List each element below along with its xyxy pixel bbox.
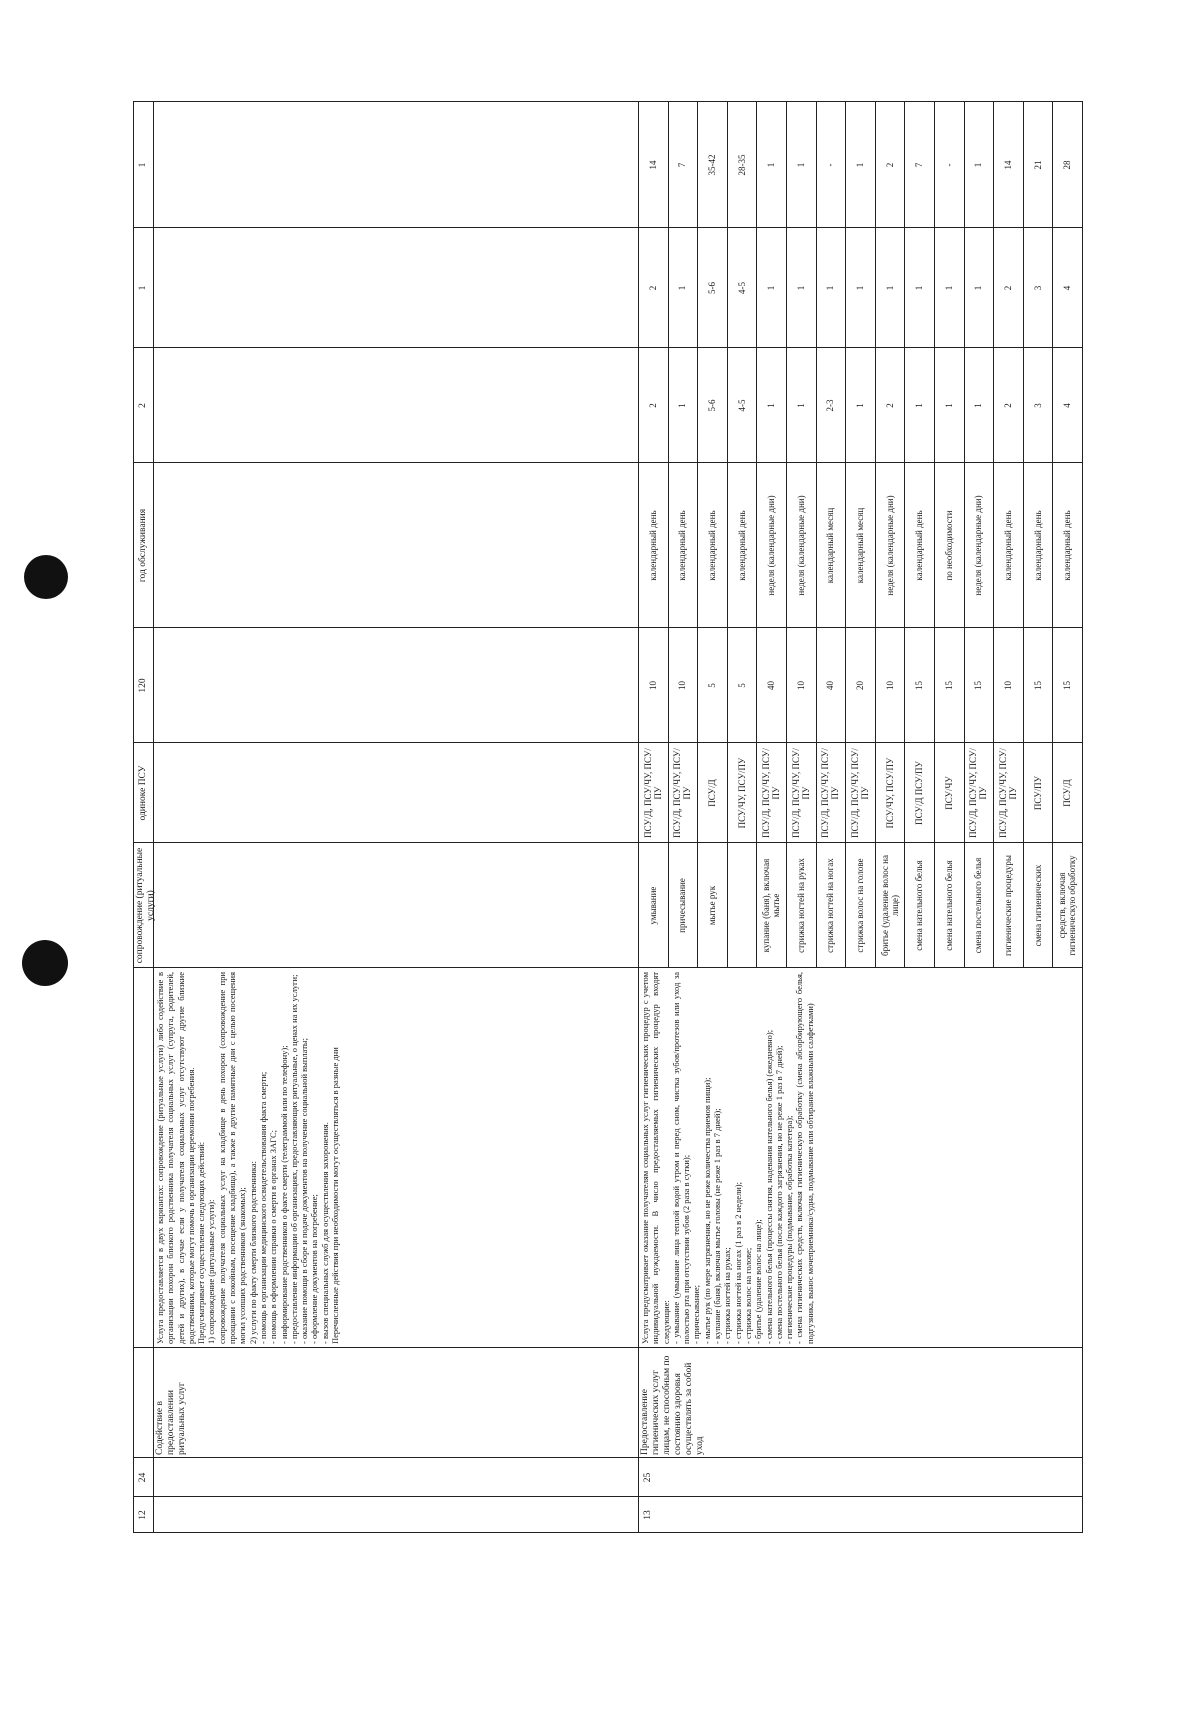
service25-desc-line: - стрижка ногтей на ногах (1 раз в 2 недели); [732, 1182, 743, 1344]
service25-desc-line: - смена гигиенических средств, включая гигиеническую обработку (смена абсорбирующего белья, подгузника, вынос мочеприемника/судна, подмывание или обтирание влажными салфетками) [794, 972, 815, 1344]
table-cell-count-3: 1 [766, 162, 777, 168]
table-cell-period-unit: календарный день [647, 510, 658, 581]
table-cell-procedure-name: смена нательного белья [914, 860, 925, 951]
service25-desc-line: Услуга предусматривает оказание получателям социальных услуг гигиенических процедур с учетом индивидуальной нуждаемости. В число предоставляемых гигиенических процедур входят следующие: [640, 972, 671, 1344]
table-cell-recipient-category: ПСУ/Д, ПСУ/ЧУ, ПСУ/ПУ [849, 748, 870, 838]
table-cell-time-norm: 10 [1002, 681, 1013, 690]
table-cell-count-3: 1 [854, 162, 865, 168]
service25-desc-line: - гигиенические процедуры (подмывание, обработка катетера); [784, 1115, 795, 1344]
table-cell-count-1: 4-5 [736, 399, 747, 412]
table-cell-count-1: 2 [884, 403, 895, 408]
service24-desc-line: 2) услуги по факту смерти близкого родственника: [247, 1161, 258, 1344]
table-cell-recipient-category: ПСУ/ПУ [1032, 775, 1043, 811]
table-cell-time-norm: 5 [706, 683, 717, 688]
table-cell-count-3: - [825, 163, 836, 167]
service24-desc-line: Услуга предоставляется в двух вариантах: сопровождение (ритуальные услуги) либо содействие в организации похорон близкого родственника получателя социальных услуг (супруга, родителей, детей и других), в случае если у получателя социальных услуг отсутствуют другие близкие родственники, которые могут помочь в организации церемонии погребения. [155, 972, 196, 1344]
table-cell-recipient-category: ПСУ/Д ПСУ/ПУ [914, 761, 925, 825]
service24-desc-line: - информирование родственников о факте смерти (телеграммой или по телефону); [278, 1045, 289, 1344]
table-cell-count-2: 4 [1062, 285, 1073, 291]
table-cell-recipient-category: ПСУ/Д, ПСУ/ЧУ, ПСУ/ПУ [968, 748, 989, 838]
table-cell-time-norm: 40 [825, 681, 836, 690]
table-cell-period-unit: календарный месяц [825, 507, 836, 584]
table-cell-procedure-name: средств, включая гигиеническую обработку [1057, 855, 1078, 956]
table-cell-count-2: 1 [766, 285, 777, 291]
table-cell-count-1: 2 [1002, 403, 1013, 408]
table-cell-time-norm: 15 [914, 681, 925, 690]
table-cell-count-3: 7 [677, 162, 688, 168]
table-cell-count-1: 2 [647, 403, 658, 408]
service24-desc-line: сопровождение получателя социальных услуг на кладбище в день похорон (сопровождение при прощании с покойным, посещение кладбища), а также в другие памятные дни с целью посещения могил усопших родственников (знакомых); [216, 972, 248, 1344]
table-cell-recipient-category: ПСУ/Д, ПСУ/ЧУ, ПСУ/ПУ [642, 748, 663, 838]
table-cell-count-3: 7 [914, 162, 925, 168]
table-cell-recipient-category: ПСУ/Д, ПСУ/ЧУ, ПСУ/ПУ [672, 748, 693, 838]
table-cell-procedure-name: причесывание [677, 878, 688, 933]
header-col-8: год обслуживания [137, 508, 148, 583]
service25-description [638, 968, 1082, 1348]
service25-desc-line: - умывание (умывание лица теплой водой утром и перед сном, чистка зубов/протезов или уход за полостью рта при отсутствии зубов (2 раза в сутки); [670, 972, 692, 1344]
table-cell-count-2: 2 [1002, 285, 1013, 291]
service24-desc-line: 1) сопровождение (ритуальные услуги): [206, 1199, 217, 1344]
table-cell-period-unit: календарный день [1002, 510, 1013, 581]
table-cell-period-unit: по необходимости [943, 510, 954, 581]
table-cell-count-2: 1 [914, 285, 925, 291]
service24-description [153, 968, 638, 1348]
table-cell-procedure-name: стрижка ногтей на ногах [825, 858, 836, 953]
table-cell-count-2: 1 [943, 285, 954, 291]
header-col-9: 2 [137, 403, 148, 408]
table-cell-time-norm: 10 [884, 681, 895, 690]
table-cell-procedure-name: бритье (удаление волос на лице) [879, 855, 900, 956]
table-cell-count-3: - [943, 163, 954, 167]
service24-desc-line: Предусматривает осуществление следующих действий: [196, 1141, 207, 1344]
header-col-7: 120 [137, 678, 148, 693]
service24-desc-line: - помощь в организации медицинского освидетельствования факта смерти; [257, 1071, 268, 1344]
header-col-5: сопровождение (ритуальные услуги) [135, 847, 156, 964]
table-cell-period-unit: неделя (календарные дни) [884, 495, 895, 596]
scan-hole-lower [22, 940, 68, 986]
table-cell-time-norm: 15 [1032, 681, 1043, 690]
table-cell-period-unit: календарный день [677, 510, 688, 581]
table-cell-count-2: 1 [677, 285, 688, 291]
rotated-table [133, 101, 1083, 1533]
service24-desc-line: - предоставление информации об организациях, предоставляющих ритуальные, о ценах на их услуги; [288, 974, 299, 1344]
table-cell-recipient-category: ПСУ/Д [1062, 779, 1073, 807]
table-cell-count-2: 4-5 [736, 282, 747, 294]
table-cell-count-2: 3 [1032, 285, 1043, 291]
service24-desc-line: - вызов специальных служб для осуществления захоронения. [319, 1122, 330, 1344]
table-cell-time-norm: 15 [973, 681, 984, 690]
table-cell-period-unit: календарный день [706, 510, 717, 581]
table-cell-period-unit: календарный день [914, 510, 925, 581]
service25-desc-line: - бритье (удаление волос на лице); [753, 1219, 764, 1344]
table-cell-time-norm: 20 [854, 681, 865, 690]
table-cell-procedure-name: купание (баня), включая мытье [761, 858, 782, 953]
table-cell-count-3: 1 [795, 162, 806, 168]
table-cell-recipient-category: ПСУ/ЧУ, ПСУ/ПУ [884, 757, 895, 829]
table-cell-count-1: 1 [677, 403, 688, 408]
table-cell-count-1: 1 [795, 403, 806, 408]
service25-desc-line: - стрижка ногтей на руках; [722, 1247, 733, 1344]
header-col-2: 24 [137, 1472, 148, 1483]
table-cell-time-norm: 15 [1062, 681, 1073, 690]
service24-desc-line: - оформление документов на погребение; [309, 1194, 320, 1344]
service25-name: Предоставление гигиенических услуг лицам, не способным по состоянию здоровья осуществлять за собой уход [640, 1355, 705, 1455]
service25-desc-line: - причесывание; [691, 1285, 702, 1344]
table-cell-count-3: 21 [1032, 160, 1043, 170]
table-cell-count-2: 1 [884, 285, 895, 291]
service25-desc-line: - купание (баня), включая мытье головы (не реже 1 раз в 7 дней); [712, 1108, 723, 1344]
service24-desc-line: - оказание помощи в сборе и подаче документов на получение социальной выплаты; [299, 1038, 310, 1344]
header-col-10: 1 [137, 285, 148, 291]
table-cell-recipient-category: ПСУ/ЧУ [943, 776, 954, 810]
table-cell-procedure-name: гигиенические процедуры [1002, 855, 1013, 956]
table-cell-count-3: 14 [1002, 160, 1013, 170]
table-cell-time-norm: 10 [647, 681, 658, 690]
table-cell-count-1: 1 [943, 403, 954, 408]
service25-code: 25 [642, 1472, 653, 1483]
table-cell-recipient-category: ПСУ/Д [706, 779, 717, 807]
table-cell-period-unit: календарный день [736, 510, 747, 581]
table-cell-count-1: 1 [973, 403, 984, 408]
table-cell-count-1: 1 [854, 403, 865, 408]
table-cell-count-1: 3 [1032, 403, 1043, 408]
table-cell-count-3: 28-35 [736, 154, 747, 176]
table-cell-period-unit: неделя (календарные дни) [973, 495, 984, 596]
table-cell-count-2: 1 [973, 285, 984, 291]
table-cell-recipient-category: ПСУ/Д, ПСУ/ЧУ, ПСУ/ПУ [820, 748, 841, 838]
service25-desc-line: - смена нательного белья (процессы снятия, надевания нательного белья) (ежедневно); [763, 1029, 774, 1344]
table-cell-count-3: 35-42 [706, 154, 717, 176]
table-cell-count-2: 5-6 [706, 282, 717, 294]
table-cell-count-1: 2-3 [825, 399, 836, 412]
table-cell-count-3: 1 [973, 162, 984, 168]
table-cell-procedure-name: стрижка волос на голове [854, 858, 865, 953]
header-col-11: 1 [137, 162, 148, 168]
scan-hole-upper [24, 555, 68, 599]
table-cell-time-norm: 15 [943, 681, 954, 690]
table-cell-procedure-name [727, 843, 757, 968]
table-cell-time-norm: 40 [766, 681, 777, 690]
table-cell-count-1: 4 [1062, 403, 1073, 408]
table-cell-procedure-name: мытье рук [706, 885, 717, 926]
table-cell-count-2: 1 [854, 285, 865, 291]
service24-name: Содействие в предоставлении ритуальных услуг [155, 1382, 187, 1455]
table-cell-recipient-category: ПСУ/ЧУ, ПСУ/ПУ [736, 757, 747, 829]
table-cell-period-unit: календарный день [1062, 510, 1073, 581]
service25-row-number: 13 [642, 1510, 653, 1520]
table-cell-count-2: 1 [825, 285, 836, 291]
table-cell-count-1: 5-6 [706, 399, 717, 412]
header-col-1: 12 [137, 1510, 148, 1520]
table-cell-count-1: 1 [914, 403, 925, 408]
table-cell-time-norm: 10 [677, 681, 688, 690]
table-cell-period-unit: календарный день [1032, 510, 1043, 581]
table-cell-recipient-category: ПСУ/Д, ПСУ/ЧУ, ПСУ/ПУ [790, 748, 811, 838]
service25-desc-line: - смена постельного белья (после каждого загрязнения, но не реже 1 раз в 7 дней); [773, 1045, 784, 1344]
table-cell-count-1: 1 [766, 403, 777, 408]
table-cell-procedure-name: смена нательного белья [943, 860, 954, 951]
table-cell-count-3: 28 [1062, 160, 1073, 170]
table-cell-recipient-category: ПСУ/Д, ПСУ/ЧУ, ПСУ/ПУ [761, 748, 782, 838]
service24-desc-line: Перечисленные действия при необходимости могут осуществляться в разные дни [330, 1047, 341, 1344]
table-cell-count-2: 2 [647, 285, 658, 291]
table-cell-count-2: 1 [795, 285, 806, 291]
table-cell-period-unit: неделя (календарные дни) [766, 495, 777, 596]
table-cell-count-3: 14 [647, 160, 658, 170]
table-cell-time-norm: 10 [795, 681, 806, 690]
service25-desc-line: - мытье рук (по мере загрязнения, но не реже количества приемов пищи); [701, 1077, 712, 1344]
table-cell-time-norm: 5 [736, 683, 747, 688]
header-col-6: одиноке ПСУ [137, 765, 148, 821]
table-cell-period-unit: календарный месяц [854, 507, 865, 584]
service24-desc-line: - помощь в оформлении справки о смерти в органах ЗАГС; [268, 1129, 279, 1344]
table-cell-procedure-name: стрижка ногтей на руках [795, 858, 806, 953]
table-cell-recipient-category: ПСУ/Д, ПСУ/ЧУ, ПСУ/ПУ [997, 748, 1018, 838]
table-cell-period-unit: неделя (календарные дни) [795, 495, 806, 596]
table-cell-procedure-name: смена постельного белья [973, 857, 984, 954]
service25-desc-line: - стрижка волос на голове; [742, 1247, 753, 1344]
table-cell-procedure-name: смена гигиенических [1032, 864, 1043, 947]
table-cell-count-3: 2 [884, 162, 895, 168]
table-cell-procedure-name: умывание [647, 886, 658, 925]
